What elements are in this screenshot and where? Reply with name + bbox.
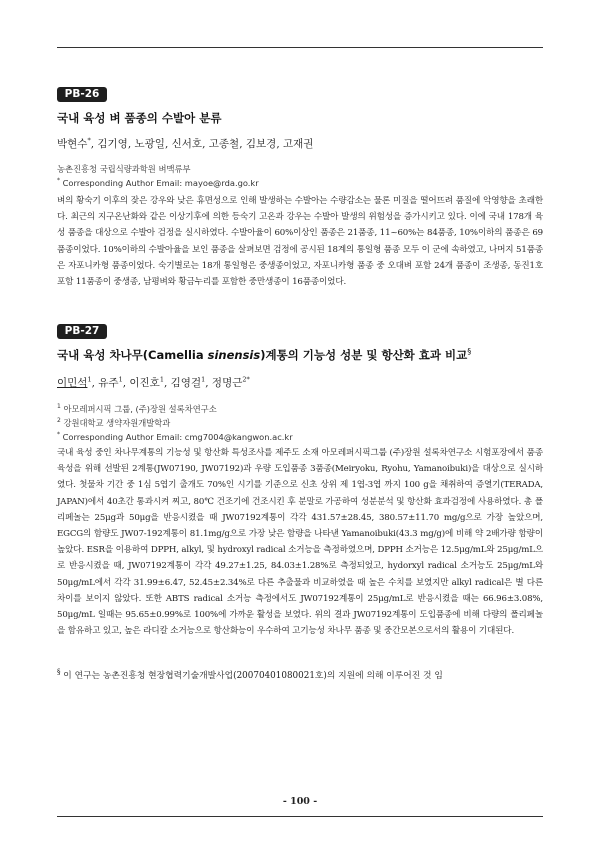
affiliation-block — [57, 163, 259, 189]
abstract-text: 벼의 황숙기 이후의 잦은 강우와 낮은 휴면성으로 인해 발생하는 수발아는 수량감소는 물론 미질을 떨어뜨려 품질에 악영향을 초래한다. 최근의 지구온난화와 같은 이상기후에 의한 등숙기 고온과 강우는 수발아 발생의 위험성을 증가시키고 있다. 이에 국내 178개 육성 품종을 대상으로 수발아 검정을 실시하였다. 수발아율이 60%이상인 품종은 21품종, 11~60%는 84품종, 10%이하의 품종은 69품종이었다. 10%이하의 수발아율을 보인 품종을 살펴보면 검정에 공시된 18계의 통일형 품종 모두 이 군에 속하였고, 나머지 51품종은 자포니카형 품종이었다. 숙기별로는 18개 통일형은 중생종이었고, 자포니카형 품종 중 오대벼 포함 24개 품종이 조생종, 동진1호 포함 11품종이 중생종, 남평벼와 황금누리를 포함한 중만생종이 16품종이었다. — [57, 196, 543, 288]
author-mark: 1 — [118, 375, 123, 384]
page-number: - 100 - — [282, 796, 318, 807]
affiliation-line: $^2$ 강원대학교 생약자원개발학과 — [57, 416, 171, 428]
entry-title: 국내 육성 차나무(Camellia sinensis)계통의 기능성 성분 및 항산화 효과 비교§ — [57, 347, 472, 362]
footnote-marker: § — [57, 668, 61, 677]
author-mark: 1 — [159, 375, 164, 384]
author-name: 이민석 — [57, 377, 88, 389]
author-mark: 2* — [242, 375, 250, 384]
abstract-text: 국내 육성 중인 차나무계통의 기능성 및 항산화 특성조사를 제주도 소재 아모레퍼시픽그룹 (주)장원 설록차연구소 시험포장에서 품종육성을 위해 선발된 2계통(JW07190, JW07192)과 우량 도입품종 3품종(Meiryoku, Ryohu, Yamanoibuki)을 대상으로 실시하였다. 첫물차 기간 중 1심 5엽기 출개도 70%인 시기를 기준으로 신초 상위 제 1엽-3엽 까지 100 g을 채취하여 증열기(TERADA, JAPAN)에서 40초간 통과시켜 찌고, 80℃ 건조기에 건조시킨 후 분말로 가공하여 성분분석 및 항산화 효과검정에 사용하였다. 총 폴리페놀는 25μg과 50μg을 반응시켰을 때 JW07192계통이 각각 431.57±28.45, 380.57±11.70 mg/g으로 가장 높았으며, EGCG의 함량도 JW07-192계통이 81.1mg/g으로 가장 낮은 함량을 나타낸 Yamanoibuki(43.3 mg/g)에 비해 약 2배가량 함량이 높았다. ESR을 이용하여 DPPH, alkyl, 및 hydroxyl radical 소거능을 측정하였으며, DPPH 소거능은 12.5μg/mL와 25μg/mL으로 반응시켰을 때, JW07192계통이 각각 49.27±1.25, 84.03±1.28%로 측정되었고, hydorxyl radical 소거능도 25μg/mL와 50μg/mL에서 각각 31.99±6.47, 52.45±2.34%로 다른 추출물과 비교하였을 때 높은 수치를 보였지만 alkyl radical은 별 다른 차이를 보이지 않았다. 또한 ABTS radical 소거능 측정에서도 JW07192계통이 25μg/mL로 반응시켰을 때는 66.96±3.08%, 50μg/mL 일때는 95.65±0.99%로 100%에 가까운 활성을 보였다. 위의 결과 JW07192계통이 도입품종에 비해 다량의 폴리페놀을 함유하고 있고, 높은 라디칼 소거능으로 항산화능이 우수하여 고기능성 차나무 품종 및 중간모본으로서의 활용이 기대된다. — [57, 448, 543, 637]
author-list: 박현수*, 김기영, 노광일, 신서호, 고종철, 김보경, 고재권 — [57, 136, 314, 150]
entry-title: 국내 육성 벼 품종의 수발아 분류 — [57, 111, 222, 125]
author-name: 김보경 — [245, 138, 277, 150]
affiliation-line: 농촌진흥청 국립식량과학원 벼맥류부 — [57, 164, 191, 174]
author-mark: * — [87, 136, 91, 145]
author-name: 신서호 — [171, 138, 203, 150]
affiliation-line: $^1$ 아모레퍼시픽 그룹, (주)장원 설록차연구소 — [57, 403, 217, 414]
author-name: 박현수 — [57, 138, 88, 150]
author-name: 고종철 — [208, 138, 240, 150]
affiliation-block — [57, 401, 293, 442]
corresponding-line: * Corresponding Author Email: cmg7004@kangwon.ac.kr — [57, 430, 293, 442]
author-mark: 1 — [87, 375, 92, 384]
author-name: 이진호 — [129, 377, 160, 389]
funding-footnote: § 이 연구는 농촌진흥청 현장협력기술개발사업(20070401080021호)의 지원에 의해 이루어진 것 임 — [57, 668, 443, 681]
entry-code-badge: PB-27 — [57, 324, 107, 339]
author-name: 유주 — [98, 377, 119, 389]
author-name: 김영걸 — [170, 377, 202, 389]
author-name: 김기영 — [97, 138, 128, 150]
author-name: 정명근 — [211, 377, 243, 389]
footnote-marker: § — [467, 347, 472, 357]
author-mark: 1 — [201, 375, 206, 384]
author-name: 노광일 — [134, 138, 165, 150]
author-list: 이민석$^1$, 유주$^1$, 이진호$^1$, 김영걸$^1$, 정명근$^{2*}$ — [57, 375, 250, 389]
entry-code-badge: PB-26 — [57, 87, 107, 102]
bottom-rule — [57, 816, 543, 817]
author-name: 고재권 — [283, 138, 314, 150]
top-rule — [57, 47, 543, 48]
corresponding-line: * Corresponding Author Email: mayoe@rda.go.kr — [57, 177, 259, 188]
